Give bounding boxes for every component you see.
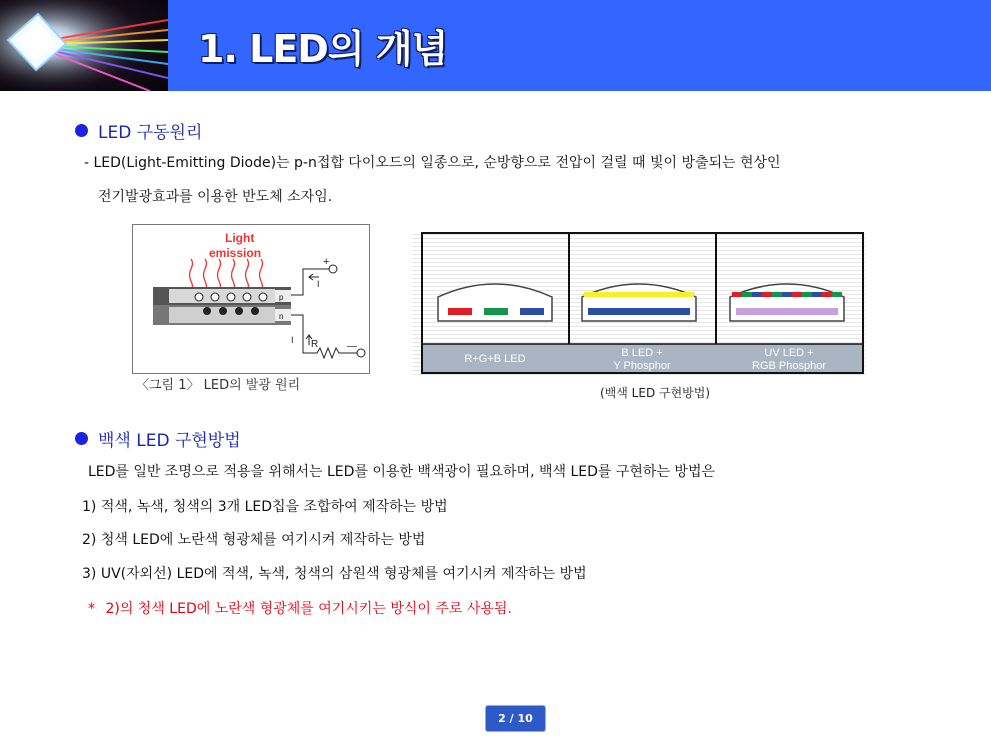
paragraph-line: LED를 일반 조명으로 적용을 위해서는 LED를 이용한 백색광이 필요하며, 백색 LED를 구현하는 방법은	[88, 464, 715, 480]
blue-led-chip	[588, 308, 690, 315]
section-heading-led-principle	[75, 118, 202, 143]
current-label: I	[317, 279, 320, 289]
p-label: p	[279, 293, 284, 302]
plus-label: +	[323, 256, 330, 268]
green-chip	[484, 308, 508, 315]
r-label: R	[311, 339, 319, 350]
figure2-caption: (백색 LED 구현방법)	[600, 386, 711, 400]
figure-white-led-methods	[412, 231, 866, 375]
paragraph-line: 전기발광효과를 이용한 반도체 소자임.	[98, 189, 333, 205]
paragraph-line: - LED(Light-Emitting Diode)는 p-n접합 다이오드의 일종으로, 순방향으로 전압이 걸릴 때 빛이 방출되는 현상인	[84, 155, 781, 171]
panel-label: B LED +	[621, 347, 663, 359]
list-item: 3) UV(자외선) LED에 적색, 녹색, 청색의 삼원색 형광체를 여기시켜 제작하는 방법	[82, 566, 587, 582]
panel-label: Y Phosphor	[613, 360, 671, 372]
yellow-phosphor	[584, 292, 694, 297]
bullet-icon	[75, 124, 88, 137]
figure-led-emission-diagram	[132, 224, 370, 374]
led-burst-icon	[0, 0, 168, 91]
list-item: 1) 적색, 녹색, 청색의 3개 LED칩을 조합하여 제작하는 방법	[82, 499, 448, 515]
white-led-methods-diagram	[412, 231, 866, 375]
panel-label: RGB Phosphor	[752, 360, 826, 372]
light-label: Light	[225, 231, 255, 245]
section-heading-white-led	[75, 426, 241, 451]
red-chip	[448, 308, 472, 315]
header-led-photo	[0, 0, 168, 91]
section-heading-text: 백색 LED 구현방법	[98, 431, 241, 451]
blue-chip	[520, 308, 544, 315]
panel-label: UV LED +	[764, 347, 814, 359]
note-star: *	[88, 601, 95, 617]
note-line	[88, 598, 512, 618]
uv-led-chip	[736, 308, 838, 315]
emission-label: emission	[209, 246, 262, 260]
figure1-caption: 〈그림 1〉 LED의 발광 원리	[136, 378, 301, 393]
section-heading-text: LED 구동원리	[98, 123, 203, 143]
minus-label: —	[347, 341, 357, 352]
current-label: I	[291, 335, 294, 345]
slide-title: 1. LED의 개념	[198, 27, 448, 71]
page-indicator: 2 / 10	[485, 705, 546, 732]
list-item: 2) 청색 LED에 노란색 형광체를 여기시켜 제작하는 방법	[82, 532, 426, 548]
n-label: n	[279, 312, 284, 321]
rgb-phosphor-strip	[732, 292, 842, 297]
led-emission-diagram	[133, 225, 369, 373]
bullet-icon	[75, 432, 88, 445]
note-text: 2)의 청색 LED에 노란색 형광체를 여기시키는 방식이 주로 사용됨.	[105, 601, 512, 617]
panel-label: R+G+B LED	[464, 353, 526, 365]
